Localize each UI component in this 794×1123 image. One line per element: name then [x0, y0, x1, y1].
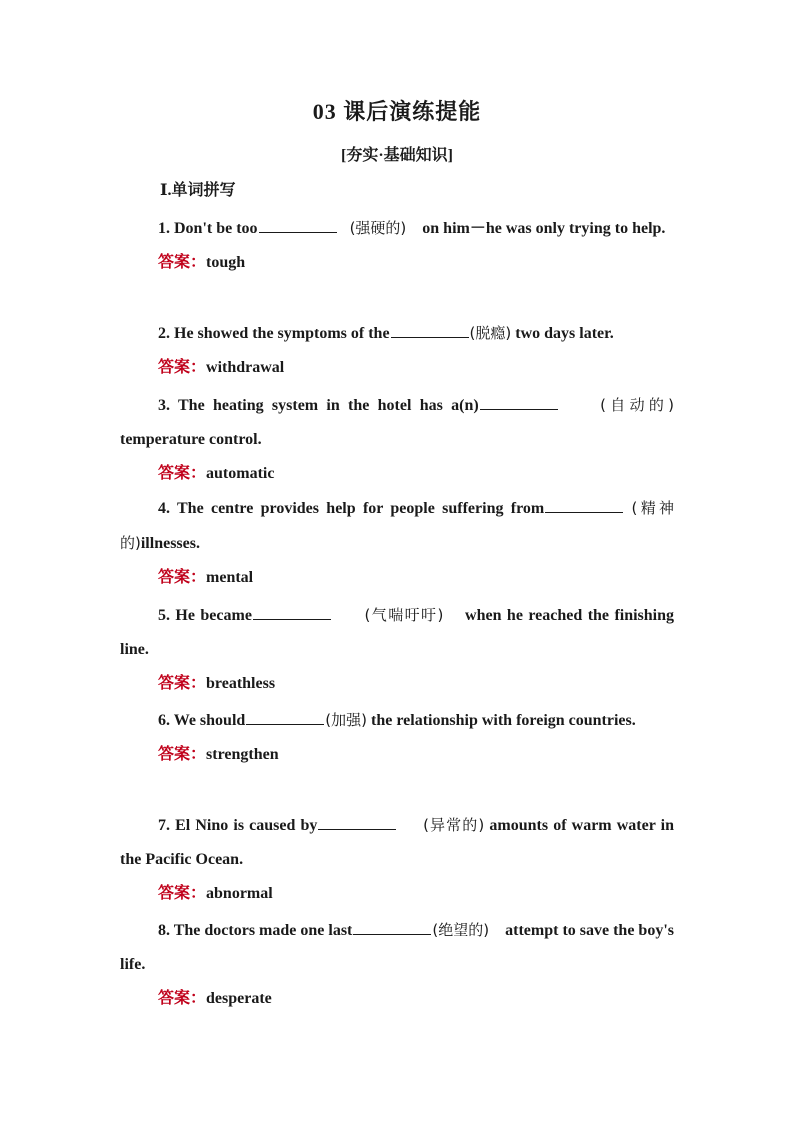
question-prefix: 7. El Nino is caused by — [158, 817, 318, 834]
question-block-8 — [120, 913, 674, 1016]
question-text — [120, 388, 674, 457]
answer-value: automatic — [206, 465, 275, 482]
question-suffix: temperature control. — [120, 431, 262, 448]
question-suffix: illnesses. — [140, 535, 200, 552]
answer-label: 答案： — [158, 569, 207, 586]
answer-label: 答案： — [158, 465, 207, 482]
answer-label: 答案： — [158, 746, 207, 763]
question-suffix: on him－he was only trying to help. — [422, 220, 666, 237]
answer-label: 答案： — [158, 254, 207, 271]
answer-value: breathless — [206, 675, 276, 692]
question-prefix: 6. We should — [158, 712, 246, 729]
question-prefix: 1. Don't be too — [158, 220, 258, 237]
question-text — [120, 703, 674, 738]
answer-blank — [259, 217, 337, 233]
question-text — [120, 491, 674, 561]
section-heading: Ⅰ.单词拼写 — [160, 182, 236, 199]
question-prefix: 2. He showed the symptoms of the — [158, 325, 390, 342]
question-suffix: when he reached the finishing line. — [120, 607, 675, 658]
answer-line — [120, 738, 674, 772]
question-block-6 — [120, 703, 674, 772]
question-block-2 — [120, 316, 674, 385]
answer-line — [120, 246, 674, 280]
answer-label: 答案： — [158, 990, 207, 1007]
answer-label: 答案： — [158, 885, 207, 902]
answer-label: 答案： — [158, 359, 207, 376]
question-suffix: amounts of warm water in the Pacific Ocean. — [120, 817, 675, 868]
answer-value: tough — [206, 254, 246, 271]
question-block-7 — [120, 808, 674, 911]
answer-blank — [545, 497, 623, 513]
answer-line — [120, 877, 674, 911]
question-suffix: attempt to save the boy's life. — [120, 922, 674, 973]
page-title: 03 课后演练提能 — [312, 99, 482, 124]
page-subtitle: [夯实·基础知识] — [341, 147, 453, 164]
chinese-hint: (加强) — [325, 711, 368, 729]
question-text — [120, 598, 674, 667]
answer-blank — [246, 709, 324, 725]
answer-line — [120, 561, 674, 595]
question-block-4 — [120, 491, 674, 595]
answer-blank — [318, 814, 396, 830]
question-prefix: 4. The centre provides help for people suffering from — [158, 500, 545, 517]
answer-blank — [480, 394, 558, 410]
chinese-hint: (精神的) — [120, 499, 674, 552]
answer-line — [120, 351, 674, 385]
answer-value: abnormal — [206, 885, 273, 902]
question-text — [120, 316, 674, 351]
question-suffix: the relationship with foreign countries. — [371, 712, 636, 729]
question-suffix: two days later. — [515, 325, 614, 342]
question-prefix: 3. The heating system in the hotel has a(n) — [158, 397, 479, 414]
answer-value: strengthen — [206, 746, 279, 763]
answer-line — [120, 667, 674, 701]
question-prefix: 5. He became — [158, 607, 252, 624]
chinese-hint: (脱瘾) — [469, 324, 512, 342]
answer-value: mental — [206, 569, 254, 586]
question-text — [120, 808, 674, 877]
answer-line — [120, 982, 674, 1016]
question-block-5 — [120, 598, 674, 701]
chinese-hint: (自动的) — [600, 396, 675, 414]
answer-value: withdrawal — [206, 359, 285, 376]
question-text — [120, 913, 674, 982]
answer-blank — [353, 919, 431, 935]
answer-line — [120, 457, 674, 491]
answer-blank — [253, 604, 331, 620]
question-block-3 — [120, 388, 674, 491]
chinese-hint: (强硬的) — [349, 219, 407, 237]
chinese-hint: (异常的) — [423, 816, 485, 834]
answer-value: desperate — [206, 990, 272, 1007]
answer-blank — [391, 322, 469, 338]
question-block-1 — [120, 211, 674, 280]
question-prefix: 8. The doctors made one last — [158, 922, 353, 939]
chinese-hint: (绝望的) — [432, 921, 490, 939]
question-text — [120, 211, 674, 246]
chinese-hint: (气喘吁吁) — [364, 606, 444, 624]
answer-label: 答案： — [158, 675, 207, 692]
